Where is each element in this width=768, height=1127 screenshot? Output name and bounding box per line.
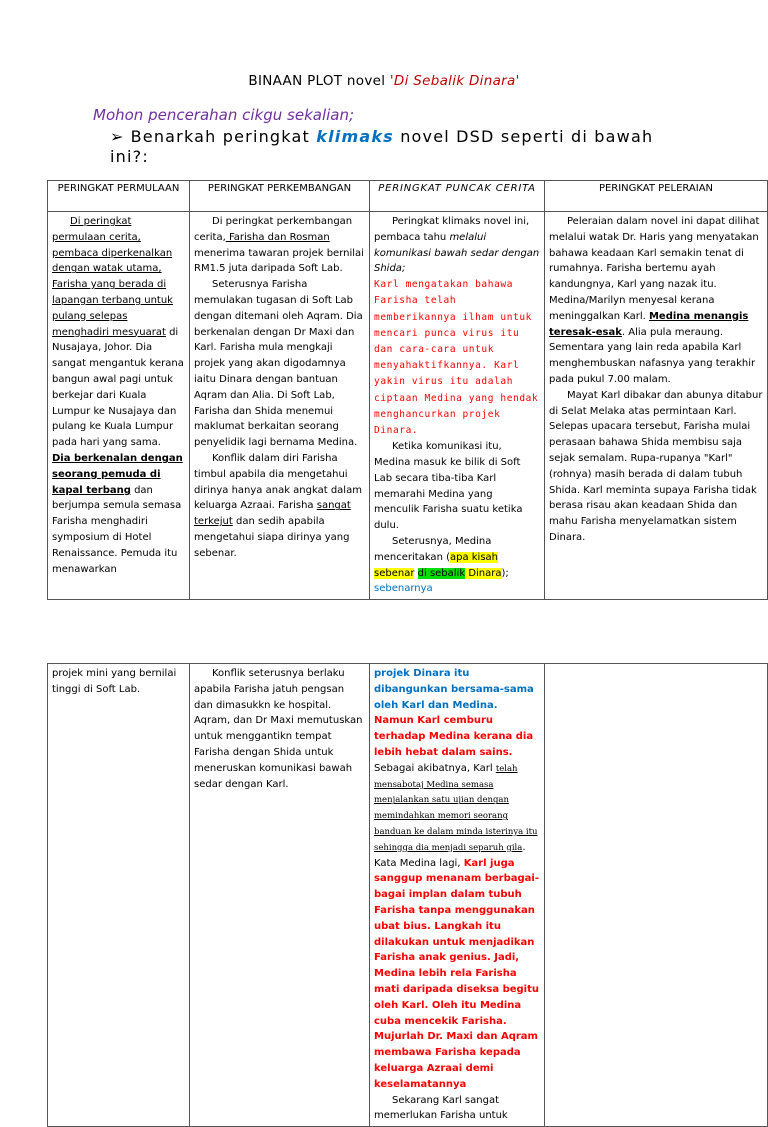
header-puncak: PERINGKAT PUNCAK CERITA bbox=[370, 181, 545, 212]
cell-permulaan: Di peringkat permulaan cerita, pembaca diperkenalkan dengan watak utama, Farisha yang berada di lapangan terbang untuk pulang selepas menghadiri mesyuarat di Nusajaya, Johor. Dia sangat mengantuk kerana bangun awal pagi untuk berkejar dari Kuala Lumpur ke Nusajaya dan pulang ke Kuala Lumpur pada hari yang sama. Dia berkenalan dengan seorang pemuda di kapal terbang dan berjumpa semula semasa Farisha menghadiri symposium di Hotel Renaissance. Pemuda itu menawarkan bbox=[48, 212, 190, 600]
cell-puncak: Peringkat klimaks novel ini, pembaca tahu melalui komunikasi bawah sedar dengan Shida; Karl mengatakan bahawa Farisha telah memberikannya ilham untuk mencari punca virus itu dan cara-cara untuk menyahaktifkannya. Karl yakin virus itu adalah ciptaan Medina yang hendak menghancurkan projek Dinara. Ketika komunikasi itu, Medina masuk ke bilik di Soft Lab secara tiba-tiba Karl memarahi Medina yang menculik Farisha suatu ketika dulu. Seterusnya, Medina menceritakan (apa kisah sebenar di sebalik Dinara); sebenarnya bbox=[370, 212, 545, 600]
page-title bbox=[0, 73, 768, 89]
title-prefix: BINAAN PLOT novel bbox=[248, 73, 386, 89]
header-perkembangan: PERINGKAT PERKEMBANGAN bbox=[190, 181, 370, 212]
question-line: ➢ Benarkah peringkat klimaks novel DSD seperti di bawah ini?: bbox=[110, 127, 654, 166]
novel-title: 'Di Sebalik Dinara' bbox=[389, 73, 520, 89]
cell-puncak-cont: projek Dinara itu dibangunkan bersama-sama oleh Karl dan Medina. Namun Karl cemburu terhadap Medina kerana dia lebih hebat dalam sains. Sebagai akibatnya, Karl telah mensabotaj Medina semasa menjalankan satu ujian dengan memindahkan memori seorang banduan ke dalam minda isterinya itu sehingga dia menjadi separuh gila. Kata Medina lagi, Karl juga sanggup menanam berbagai-bagai implan dalam tubuh Farisha tanpa menggunakan ubat bius. Langkah itu dilakukan untuk menjadikan Farisha anak genius. Jadi, Medina lebih rela Farisha mati daripada diseksa begitu oleh Karl. Oleh itu Medina cuba mencekik Farisha. Mujurlah Dr. Maxi dan Aqram membawa Farisha kepada keluarga Azraai demi keselamatannya Sekarang Karl sangat memerlukan Farisha untuk bbox=[370, 664, 545, 1127]
table-header-row bbox=[48, 181, 768, 212]
cell-peleraian-cont bbox=[545, 664, 768, 1127]
cell-perkembangan-cont: Konflik seterusnya berlaku apabila Farisha jatuh pengsan dan dimasukkn ke hospital. Aqram, dan Dr Maxi memutuskan untuk menggantikn tempat Farisha dengan Shida untuk meneruskan komunikasi bawah sedar dengan Karl. bbox=[190, 664, 370, 1127]
header-permulaan: PERINGKAT PERMULAAN bbox=[48, 181, 190, 212]
request-line: Mohon pencerahan cikgu sekalian; bbox=[93, 106, 355, 124]
cell-permulaan-cont: projek mini yang bernilai tinggi di Soft Lab. bbox=[48, 664, 190, 1127]
table-row bbox=[48, 664, 768, 1127]
plot-table-continued bbox=[47, 663, 768, 1127]
header-peleraian: PERINGKAT PELERAIAN bbox=[545, 181, 768, 212]
handwritten-note: Karl mengatakan bahawa Farisha telah memberikannya ilham untuk mencari punca virus itu dan cara-cara untuk menyahaktifkannya. Karl yakin virus itu adalah ciptaan Medina yang hendak menghancurkan projek Dinara. bbox=[374, 279, 539, 437]
cell-perkembangan: Di peringkat perkembangan cerita, Farisha dan Rosman menerima tawaran projek bernilai RM1.5 juta daripada Soft Lab. Seterusnya Farisha memulakan tugasan di Soft Lab dengan ditemani oleh Aqram. Dia berkenalan dengan Dr Maxi dan Karl. Farisha mula mengkaji projek yang akan digodamnya iaitu Dinara dengan bantuan Aqram dan Alia. Di Soft Lab, Farisha dan Shida menemui maklumat berkaitan seorang penyelidik lagi bernama Medina. Konflik dalam diri Farisha timbul apabila dia mengetahui dirinya hanya anak angkat dalam keluarga Azraai. Farisha sangat terkejut dan sedih apabila mengetahui siapa dirinya yang sebenar. bbox=[190, 212, 370, 600]
plot-table bbox=[47, 180, 768, 600]
keyword-klimaks: klimaks bbox=[316, 127, 394, 146]
table-row bbox=[48, 212, 768, 600]
cell-peleraian: Peleraian dalam novel ini dapat dilihat melalui watak Dr. Haris yang menyatakan bahawa keadaan Karl semakin tenat di rumahnya. Farisha bertemu ayah kandungnya, Karl yang nazak itu. Medina/Marilyn menyesal kerana meninggalkan Karl. Medina menangis teresak-esak. Alia pula meraung. Sementara yang lain reda apabila Karl menghembuskan nafasnya yang terakhir pada pukul 7.00 malam. Mayat Karl dibakar dan abunya ditabur di Selat Melaka atas permintaan Karl. Selepas upacara tersebut, Farisha mulai perasaan bahawa Shida membisu saja sejak semalam. Rupa-rupanya "Karl" (rohnya) masih berada di dalam tubuh Shida. Karl meminta supaya Farisha tidak berasa risau akan keadaan Shida dan mahu Farisha menyelamatkan sistem Dinara. bbox=[545, 212, 768, 600]
arrow-bullet-icon: ➢ bbox=[110, 127, 125, 146]
